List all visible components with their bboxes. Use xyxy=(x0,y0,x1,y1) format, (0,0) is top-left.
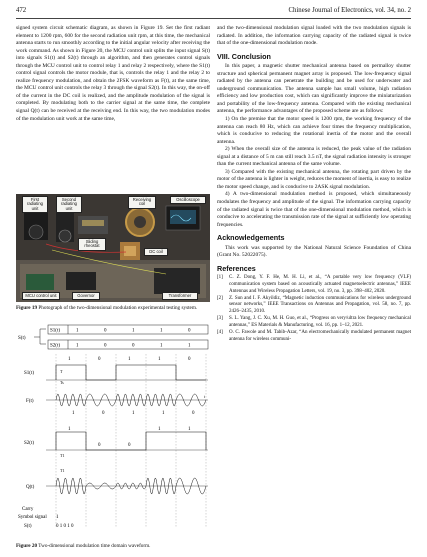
waveform-diagram xyxy=(16,322,210,540)
top-bit-0: 1 xyxy=(68,357,71,362)
s1-bit-3: 1 xyxy=(160,328,163,334)
reference-item xyxy=(217,330,411,343)
s2-bit-2: 0 xyxy=(132,343,135,349)
s1-bit-0: 1 xyxy=(76,328,79,334)
figure-19-caption xyxy=(16,305,210,312)
reference-number: [1] xyxy=(217,275,223,281)
s2-bit-4: 1 xyxy=(188,343,191,349)
photo-label-first-radiating-unit: First radiating unit xyxy=(22,196,48,213)
reference-number: [2] xyxy=(217,295,223,301)
reference-item xyxy=(217,275,411,295)
photo-label-second-radiating-unit: Second radiating unit xyxy=(56,196,82,213)
row-label-f: F(t) xyxy=(26,399,34,404)
running-header xyxy=(16,7,411,19)
mid-bit-0: 1 xyxy=(68,427,71,432)
mid-bit-1: 0 xyxy=(98,443,101,448)
row-label-s1: S1(t) xyxy=(24,371,34,376)
label-s-t: S(t) xyxy=(18,336,26,341)
row-label-q: Q(t) xyxy=(26,485,35,490)
reference-text: S. L. Yang, J. C. Xu, M. H. Guo, et al., “Progress on very/ultra low frequency mechanical antennas,” ES Materials & Manufacturing, vol. 16, pp. 1–12, 2021. xyxy=(229,316,411,328)
photo-label-mcu-control-unit: MCU control unit xyxy=(22,292,60,300)
mid-bit-3: 1 xyxy=(158,427,161,432)
reference-number: [3] xyxy=(217,316,223,322)
s1-bit-4: 0 xyxy=(188,328,191,334)
top-bit-1: 0 xyxy=(98,357,101,362)
reference-list xyxy=(217,275,411,343)
f-bit-3: 1 xyxy=(162,411,165,416)
conclusion-point-1: 1) On the premise that the motor speed is 1200 rpm, the working frequency of the antenna can reach 80 Hz, which can achieve four times the frequency multiplication, which is conducive to reducing the rotational inertia of the motor and the overall antenna. xyxy=(217,116,411,145)
figure-20-caption xyxy=(16,543,210,550)
photo-label-governor: Governor xyxy=(72,292,100,300)
photo-label-transformer: Transformer xyxy=(162,292,198,300)
right-column xyxy=(217,25,411,344)
photo-label-receiving-coil: Receiving coil xyxy=(128,196,156,209)
page-number: 472 xyxy=(16,7,27,14)
reference-text: C. Z. Dong, Y. F. He, M. H. Li, et al., “A portable very low frequency (VLF) communication system based on acoustically actuated magnetoelectric antennas,” IEEE Antennas and Wireless Propagation Letters, vol. 19, no. 3, pp. 398–402, 2020. xyxy=(229,275,411,294)
top-bit-3: 1 xyxy=(158,357,161,362)
f-bit-1: 0 xyxy=(102,411,105,416)
figure-20-caption-label: Figure 20 xyxy=(16,543,38,549)
photo-label-oscilloscope: Oscilloscope xyxy=(170,196,206,204)
table-label-s2: S2(t) xyxy=(50,343,60,349)
conclusion-paragraph-1: In this paper, a magnetic shutter mechanical antenna based on permalloy shutter structure and spherical permanent magnet array is proposed. The low-frequency signal radiated by the antenna can penetrate the building and be used for underwater and underground communication. The antenna sample has small volume, high radiation efficiency and low production cost, which can significantly improve the miniaturization and portability of the low-frequency antenna. Compared with the existing mechanical antenna, the performance advantages of the proposed scheme are as follows: xyxy=(217,63,411,115)
section-heading-references: References xyxy=(217,263,256,273)
conclusion-point-3: 3) Compared with the existing mechanical antenna, the rotating part driven by the motor of the antenna is lighter in weight, reduces the moment of inertia, is easy to realize the motor speed change, and is conducive to 2ASK signal modulation. xyxy=(217,168,411,190)
s1-bit-2: 1 xyxy=(132,328,135,334)
label-t1: T1 xyxy=(60,453,65,458)
conclusion-point-4: 4) A two-dimensional modulation method is proposed, which simultaneously modulates the frequency and amplitude of the signal. The information carrying capacity of the radiated signal is twice that of the one-dimensional modulation method, which is conducive to accelerating the transmission rate of the signal at sufficiently low operating frequencies. xyxy=(217,191,411,228)
reference-text: Z. Sun and I. F. Akyildiz, “Magnetic induction communications for wireless underground sensor networks,” IEEE Transactions on Antennas and Propagation, vol. 58, no. 7, pp. 2426–2435, 2010. xyxy=(229,295,411,314)
mid-bit-4: 1 xyxy=(188,427,191,432)
row-label-s2: S2(t) xyxy=(24,441,34,446)
reference-item xyxy=(217,296,411,316)
acknowledgements-text: This work was supported by the National Natural Science Foundation of China (Grant No. 52022075). xyxy=(217,244,411,259)
right-paragraph-1: and the two-dimensional modulation signal loaded with the two modulation signals is radiated. In addition, the information carrying capacity of the radiated signal is twice that of the one-dimensional modulation mode. xyxy=(217,25,411,47)
label-carry: Carry xyxy=(22,507,34,512)
label-t-period: T xyxy=(60,369,63,374)
label-ts: Ts xyxy=(60,380,64,385)
figure-20-waveforms xyxy=(16,322,210,540)
label-t1-hyph: T1 xyxy=(60,468,65,473)
bit-table-s2 xyxy=(48,340,208,349)
section-heading-acknowledgements: Acknowledgements xyxy=(217,233,285,243)
label-symbol-signal: Symbol signal xyxy=(18,515,47,520)
mid-bit-2: 0 xyxy=(128,443,131,448)
label-s-t-bottom: S(t) xyxy=(24,524,32,529)
f-bit-4: 0 xyxy=(192,411,195,416)
top-bit-2: 1 xyxy=(128,357,131,362)
left-paragraph-1: signed system circuit schematic diagram, as shown in Figure 19. Set the first radiant element to 1200 rpm, 600 for the second radiation unit rpm, at this time, the mechanical antenna starts to run smoothly according to the initial angular velocity after receiving the work command. As shown in Figure 20, the MCU control unit splits the input signal S(t) into signals S1(t) and S2(t) through an algorithm, and then generates control signals through the MCU control unit to control relay 1 and relay 2 respectively, where the S1(t) control signal controls the motor module, that is, controls the relay 1 and the relay 2 to realize frequency modulation, and obtain the 2FSK waveform as F(t), at the same time, the MCU control unit controls the relay 3 through the signal S2(t). In this way, the on-off of the current in the DC coil is realized, and the amplitude modulation of the signal is completed. By modulating both to the carrier signal at the same time, the complete signal Q(t) can be received at the receiving end. In this way, the two modulation modes of the modulation unit work at the same time, xyxy=(16,25,210,122)
reference-number: [4] xyxy=(217,329,223,335)
photo-label-dc-coil: DC coil xyxy=(144,248,168,256)
figure-19-caption-label: Figure 19 xyxy=(16,305,38,311)
s1-bit-1: 0 xyxy=(104,328,107,334)
label-t-axis: t xyxy=(204,394,206,399)
f-bit-2: 1 xyxy=(132,411,135,416)
photo-label-sliding-rheostat: Sliding rheostat xyxy=(78,238,106,251)
journal-title: Chinese Journal of Electronics, vol. 34, no. 2 xyxy=(288,7,411,14)
figure-20-caption-text: Two-dimensional modulation time domain waveform. xyxy=(37,543,151,549)
section-heading-conclusion: VIII. Conclusion xyxy=(217,51,271,61)
bit-table-s1 xyxy=(48,325,208,334)
symbol-bit: 1 xyxy=(56,515,59,520)
top-bit-4: 0 xyxy=(188,357,191,362)
reference-text: O. C. Fawole and M. Tabib-Azar, “An electromechanically modulated permanent magnet antenna for wireless communi- xyxy=(229,329,411,342)
s2-bit-1: 0 xyxy=(104,343,107,349)
reference-item xyxy=(217,316,411,329)
s2-bit-3: 1 xyxy=(160,343,163,349)
s2-bit-0: 1 xyxy=(76,343,79,349)
conclusion-point-2: 2) When the overall size of the antenna is reduced, the peak value of the radiation signal at a distance of 5 m can still reach 3.5 nT, the signal radiation intensity is stronger than the current mechanical antenna of the same volume. xyxy=(217,146,411,168)
f-bit-0: 1 xyxy=(72,411,75,416)
figure-19-caption-text: Photograph of the two-dimensional modulation experimental testing system. xyxy=(37,305,198,311)
table-label-s1: S1(t) xyxy=(50,328,60,334)
bottom-bit-sequence: 0 1 0 1 0 xyxy=(56,524,74,529)
left-column xyxy=(16,25,210,123)
figure-19-photo xyxy=(16,194,210,302)
